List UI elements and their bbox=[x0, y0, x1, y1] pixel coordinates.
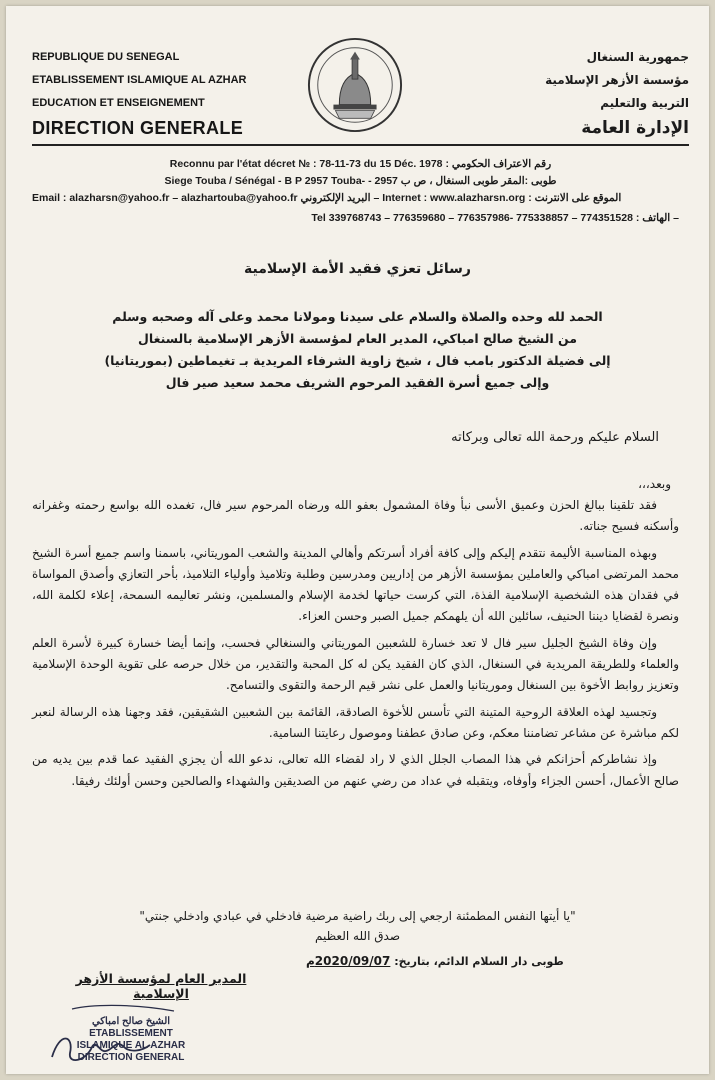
stamp-text bbox=[46, 1016, 216, 1064]
intro-line-4: وإلى جميع أسرة الفقيد المرحوم الشريف محمد سعيد صير فال bbox=[165, 375, 550, 390]
header-right-line-3: التربية والتعليم bbox=[600, 96, 689, 110]
header-right-direction: الإدارة العامة bbox=[581, 118, 689, 138]
info-email-line bbox=[32, 192, 689, 204]
quran-verse bbox=[66, 906, 649, 946]
stamp-line-3: DIRECTION GENERAL bbox=[77, 1052, 185, 1063]
body-paragraph-2: وبهذه المناسبة الأليمة نتقدم إليكم وإلى كافة أفراد أسرتكم وأهالي المدينة والشعب الموريتاني، باسمنا واسم جميع أسرة الشيخ محمد المرتضى امباكي والعاملين بمؤسسة الأزهر من إداريين ومدرسين وطلبة وتلاميذ وأولياء التلاميذ، بأحر التعازي وأصدق المواساة في فقدان هذه الشخصية الإسلامية الفذة، التي كرست حياتها لخدمة الإسلام والمسلمين، ونشر تعاليمه السمحة، إعلاء لكلمة الله، ونصرة لقضايا ديننا الحنيف، سائلين الله أن يلهمكم جميل الصبر وحسن العزاء. bbox=[32, 545, 679, 624]
info-decree: Reconnu par l'état décret № : 78-11-73 du 15 Déc. 1978 : رقم الاعتراف الحكومي bbox=[169, 158, 552, 170]
date-value: 2020/09/07م bbox=[306, 954, 391, 968]
intro-line-1: الحمد لله وحده والصلاة والسلام على سيدنا ومولانا محمد وعلى آله وصحبه وسلم bbox=[112, 309, 603, 324]
date-label: طوبى دار السلام الدائم، بتاريخ: bbox=[394, 955, 564, 968]
transition-phrase: وبعد،،، bbox=[638, 477, 671, 491]
info-internet: – Internet : www.alazharsn.org : الموقع على الانترنت bbox=[373, 192, 622, 204]
header-right-line-2: مؤسسة الأزهر الإسلامية bbox=[545, 73, 689, 87]
body-paragraph-3: وإن وفاة الشيخ الجليل سير فال لا تعد خسارة للشعبين الموريتاني والسنغالي فحسب، وإنما أيضا خسارة كبيرة لأسرة العلم والعلماء وللطريقة المريدية في السنغال، الذي كان الفقيد يكن له كل المحبة والتقدير، من خلال حرصه على تقوية الوحدة الإسلامية وتعزيز روابط الأخوة بين السنغال وموريتانيا والعمل على نشر قيم الرحمة والتقوى والتسامح. bbox=[32, 635, 679, 693]
letter-page bbox=[6, 6, 709, 1074]
header-right bbox=[499, 46, 689, 140]
greeting: السلام عليكم ورحمة الله تعالى وبركاته bbox=[451, 430, 659, 445]
letter-body bbox=[32, 495, 679, 797]
header-left-line-2: ETABLISSEMENT ISLAMIQUE AL AZHAR bbox=[32, 74, 247, 86]
intro-line-2: من الشيخ صالح امباكي، المدير العام لمؤسسة الأزهر الإسلامية بالسنغال bbox=[138, 331, 577, 346]
header-right-line-1: جمهورية السنغال bbox=[586, 50, 689, 64]
body-paragraph-5: وإذ نشاطركم أحزانكم في هذا المصاب الجلل الذي لا راد لقضاء الله تعالى، ندعو الله أن يجزي الفقيد عما قدم بين يديه من صالح الأعمال، أحسن الجزاء وأوفاه، ويتقبله في عداد من رضي عنهم من الصديقين والشهداء والصالحين وحسن أولئك رفيقا. bbox=[32, 752, 679, 788]
institution-logo bbox=[306, 36, 404, 134]
letter-title: رسائل تعزي فقيد الأمة الإسلامية bbox=[244, 261, 471, 277]
header-left-line-1: REPUBLIQUE DU SENEGAL bbox=[32, 51, 180, 63]
info-tel: Tel 339768743 – 776359680 – 776357986- 775338857 – 774351528 : الهاتف – bbox=[311, 212, 679, 224]
body-paragraph-1: فقد تلقينا ببالغ الحزن وعميق الأسى نبأ وفاة المشمول بعفو الله ورضاه المرحوم سير فال، تغمده الله بواسع رحمته وغفرانه وأسكنه فسيح جناته. bbox=[32, 498, 679, 534]
date-line bbox=[306, 954, 564, 968]
info-address: Siege Touba / Sénégal - B P 2957 Touba- - 2957 طوبى :المقر طوبى السنغال ، ص ب bbox=[164, 175, 557, 187]
stamp-line-1: ETABLISSEMENT bbox=[89, 1028, 173, 1039]
info-email: Email : alazharsn@yahoo.fr – alazhartouba@yahoo.fr bbox=[32, 192, 298, 204]
header-left-line-3: EDUCATION ET ENSEIGNEMENT bbox=[32, 97, 205, 109]
header-left-direction: DIRECTION GENERALE bbox=[32, 118, 244, 138]
header-rule bbox=[32, 144, 689, 146]
verse-text: "يا أيتها النفس المطمئنة ارجعي إلى ربك راضية مرضية فادخلي في عبادي وادخلي جنتي" bbox=[139, 909, 576, 923]
signature-title: المدير العام لمؤسسة الأزهر الإسلامية bbox=[75, 971, 247, 1001]
letter-intro bbox=[36, 306, 679, 394]
stamp-name-ar: الشيخ صالح امباكي bbox=[91, 1016, 171, 1027]
header-left bbox=[32, 46, 282, 140]
stamp-line-2: ISLAMIQUE AL AZHAR bbox=[76, 1040, 186, 1051]
body-paragraph-4: وتجسيد لهذه العلاقة الروحية المتينة التي تأسس للأخوة الصادقة، القائمة بين الشعبين الشقيقين، فقد وجهنا هذه الرسالة لنعبر لكم مباشرة عن مشاعر تضامننا معكم، وعن صادق عطفنا وموصول رعايتنا السامية. bbox=[32, 704, 679, 740]
intro-line-3: إلى فضيلة الدكتور بامب فال ، شيخ زاوية الشرفاء المريدية بـ تغيماطين (بموريتانيا) bbox=[104, 353, 611, 368]
verse-closing: صدق الله العظيم bbox=[314, 929, 401, 943]
info-email-ar: البريد الإلكتروني bbox=[300, 192, 371, 204]
